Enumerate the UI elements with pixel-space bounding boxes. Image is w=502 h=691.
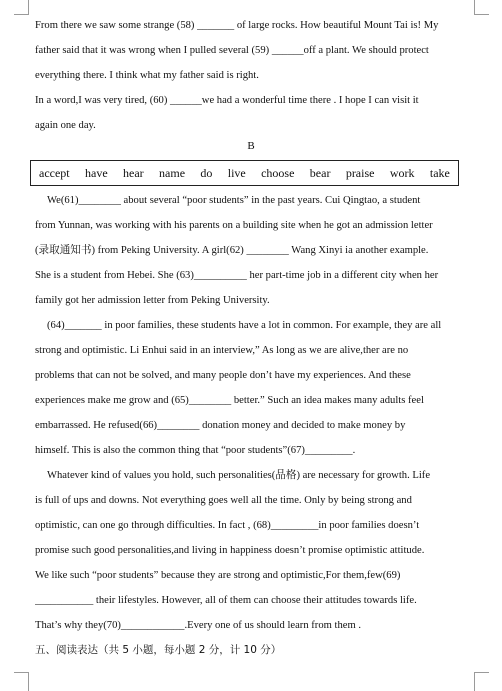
crop-mark-bottom-right xyxy=(474,672,489,691)
passage-b-line: embarrassed. He refused(66)________ donation money and decided to make money by xyxy=(35,420,406,431)
crop-mark-top-right xyxy=(474,0,489,15)
word-bank-item: bear xyxy=(309,165,331,180)
passage-a-line: In a word,I was very tired, (60) ______we had a wonderful time there . I hope I can visit it xyxy=(35,95,419,106)
passage-b-line: optimistic, can one go through difficulties. In fact , (68)_________in poor families doesn’t xyxy=(35,520,420,531)
passage-a-line: again one day. xyxy=(35,120,96,131)
passage-b-line: That’s why they(70)____________.Every one of us should learn from them . xyxy=(35,620,361,631)
passage-a-line: father said that it was wrong when I pulled several (59) ______off a plant. We should protect xyxy=(35,45,429,56)
crop-mark-top-left xyxy=(14,0,29,15)
passage-a-line: everything there. I think what my father said is right. xyxy=(35,70,259,81)
section-five-heading: 五、阅读表达（共 5 小题，每小题 2 分，计 10 分） xyxy=(35,644,282,656)
passage-b-line: She is a student from Hebei. She (63)__________ her part-time job in a different city when her xyxy=(35,270,439,281)
passage-b-line: (64)_______ in poor families, these students have a lot in common. For example, they are all xyxy=(47,320,442,331)
passage-b-line: We like such “poor students” because they are strong and optimistic,For them,few(69) xyxy=(35,570,401,581)
word-bank-item: accept xyxy=(39,165,70,180)
word-bank-item: do xyxy=(200,165,213,180)
passage-a-line: From there we saw some strange (58) _______ of large rocks. How beautiful Mount Tai is! My xyxy=(35,20,439,31)
word-bank-item: live xyxy=(227,165,246,180)
word-bank-item: take xyxy=(429,165,450,180)
passage-b-line: problems that can not be solved, and many people don’t have my experiences. And these xyxy=(35,370,411,381)
word-bank-item: choose xyxy=(261,165,295,180)
word-bank-item: praise xyxy=(345,165,375,180)
word-bank-item: work xyxy=(389,165,415,180)
passage-b-line: We(61)________ about several “poor students” in the past years. Cui Qingtao, a student xyxy=(47,195,421,206)
passage-b-line: promise such good personalities,and living in happiness doesn’t promise optimistic attitude. xyxy=(35,545,425,556)
word-bank-item: hear xyxy=(123,165,144,180)
passage-b-line: family got her admission letter from Peking University. xyxy=(35,295,270,306)
word-bank-item: have xyxy=(85,165,108,180)
crop-mark-bottom-left xyxy=(14,672,29,691)
passage-b-line: Whatever kind of values you hold, such personalities(品格) are necessary for growth. Life xyxy=(47,470,431,481)
passage-b-line: experiences make me grow and (65)________ better.” Such an idea makes many adults feel xyxy=(35,395,424,406)
word-bank-item: name xyxy=(159,165,186,180)
passage-b-line: is full of ups and downs. Not everything goes well all the time. Only by being strong and xyxy=(35,495,412,506)
passage-b-line: ___________ their lifestyles. However, all of them can choose their attitudes towards life. xyxy=(35,595,417,606)
passage-b-line: (录取通知书) from Peking University. A girl(62) ________ Wang Xinyi ia another example. xyxy=(35,245,429,256)
section-b-label: B xyxy=(247,140,255,152)
passage-b-line: from Yunnan, was working with his parents on a building site when he got an admission letter xyxy=(35,220,433,231)
word-bank-box xyxy=(30,160,459,186)
passage-b-line: himself. This is also the common thing that “poor students”(67)_________. xyxy=(35,445,356,456)
passage-b-line: strong and optimistic. Li Enhui said in an interview,” As long as we are alive,ther are no xyxy=(35,345,409,356)
